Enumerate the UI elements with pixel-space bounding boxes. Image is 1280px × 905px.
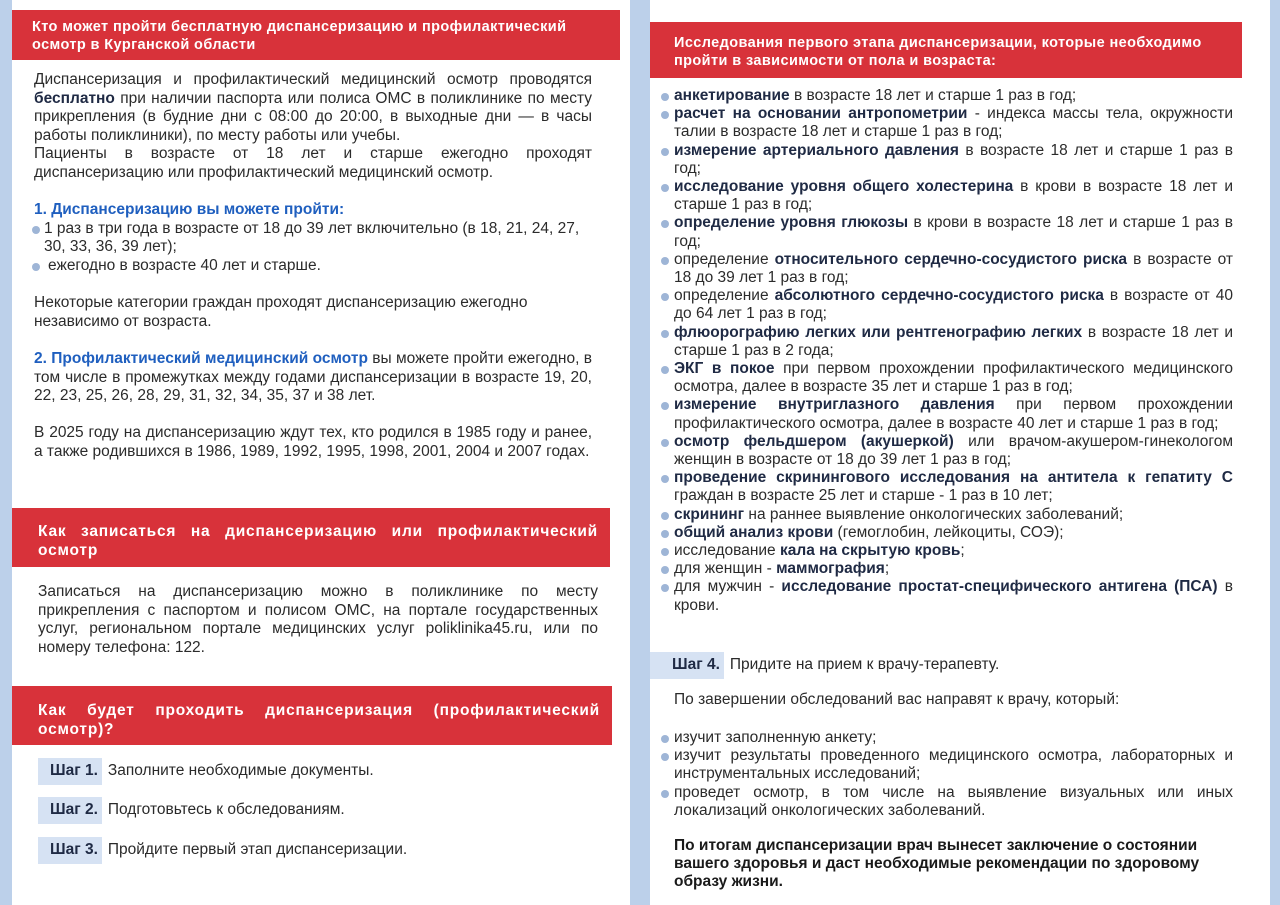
research-item xyxy=(660,142,1233,178)
research-item xyxy=(660,396,1233,432)
research-item-name: скрининг xyxy=(674,505,745,523)
list-item xyxy=(660,747,1233,783)
research-item xyxy=(660,578,1233,614)
section2-paragraph xyxy=(34,350,592,406)
research-list xyxy=(660,87,1233,615)
process-title-line1: Как будет проходить диспансеризация (профилактический xyxy=(38,702,600,719)
conclusion-text: По итогам диспансеризации врач вынесет заключение о состоянии вашего здоровья и даст необходимые рекомендации по здоровому образу жизни. xyxy=(674,837,1200,891)
step-1-label: Шаг 1. xyxy=(38,758,102,785)
research-item xyxy=(660,178,1233,214)
bullet-icon xyxy=(661,93,669,101)
research-item-name: кала на скрытую кровь xyxy=(779,542,961,560)
bullet-icon xyxy=(661,512,669,520)
research-item-name: измерение внутриглазного давления xyxy=(674,396,995,414)
list-item-text: 1 раз в три года в возрасте от 18 до 39 лет включительно (в 18, 21, 24, 27, 30, 33, 36, 39 лет); xyxy=(44,219,580,256)
research-item-detail: ; xyxy=(960,542,965,560)
list-item-text: ежегодно в возрасте 40 лет и старше. xyxy=(48,256,321,274)
research-item-detail: в крови в возрасте 18 лет и старше 1 раз в год; xyxy=(674,214,1233,250)
research-title-line2: пройти в зависимости от пола и возраста: xyxy=(674,53,997,69)
step-1-text: Заполните необходимые документы. xyxy=(107,762,374,779)
bullet-icon xyxy=(661,293,669,301)
intro-text-a: Диспансеризация и профилактический медицинский осмотр проводятся xyxy=(34,71,592,88)
signup-title-line1: Как записаться на диспансеризацию или профилактический xyxy=(38,523,598,540)
list-item xyxy=(34,257,592,276)
bullet-icon xyxy=(661,184,669,192)
research-item-detail: в возрасте 18 лет и старше 1 раз в год; xyxy=(789,87,1077,104)
research-item-detail: - индекса массы тела, окружности талии в возрасте 18 лет и старше 1 раз в год; xyxy=(674,105,1233,141)
research-item-name: осмотр фельдшером (акушеркой) xyxy=(674,432,954,450)
list-item-text: изучит заполненную анкету; xyxy=(674,729,877,746)
research-item-prefix: определение xyxy=(674,250,775,268)
bullet-icon xyxy=(661,548,669,556)
list-item xyxy=(34,220,592,257)
bullet-icon xyxy=(661,790,669,798)
research-item-name: анкетирование xyxy=(674,87,790,104)
research-item-detail: при первом прохождении профилактического медицинского осмотра, далее в возрасте 35 лет и старше 1 раз в год; xyxy=(674,360,1234,396)
age-paragraph: Пациенты в возрасте от 18 лет и старше ежегодно проходят диспансеризацию или профилактический медицинский осмотр. xyxy=(34,145,592,181)
research-item xyxy=(660,469,1233,505)
step-4-text: Придите на прием к врачу-терапевту. xyxy=(729,656,1000,673)
research-item xyxy=(660,214,1233,250)
bullet-icon xyxy=(661,584,669,592)
section2-heading: 2. Профилактический медицинский осмотр xyxy=(34,349,368,367)
research-item-prefix: исследование xyxy=(674,542,780,560)
intro-text-b: при наличии паспорта или полиса ОМС в поликлинике по месту прикрепления (в будние дни с 08:00 до 20:00, в выходные дни — в часы работы поликлиники), по месту работы или учебы. xyxy=(34,89,592,144)
research-item-name: исследование уровня общего холестерина xyxy=(674,178,1014,196)
list-item xyxy=(660,784,1233,820)
bullet-icon xyxy=(661,220,669,228)
research-item-detail: ; xyxy=(884,560,890,578)
research-item-name: абсолютного сердечно-сосудистого риска xyxy=(774,287,1104,305)
research-item xyxy=(660,87,1233,105)
bullet-icon xyxy=(661,111,669,119)
research-item xyxy=(660,560,1233,578)
who-can-body xyxy=(34,71,592,461)
who-can-header xyxy=(12,10,620,60)
research-item xyxy=(660,542,1233,560)
research-item xyxy=(660,251,1233,287)
process-header xyxy=(12,686,612,745)
step-3-text: Пройдите первый этап диспансеризации. xyxy=(107,841,408,858)
research-item-name: относительного сердечно-сосудистого риска xyxy=(774,250,1128,268)
research-title-line1: Исследования первого этапа диспансеризации, которые необходимо xyxy=(674,35,1202,51)
step-1 xyxy=(38,758,374,785)
intro-paragraph xyxy=(34,71,592,145)
research-item xyxy=(660,506,1233,524)
categories-paragraph: Некоторые категории граждан проходят диспансеризацию ежегодно независимо от возраста. xyxy=(34,294,528,330)
research-item-name: определение уровня глюкозы xyxy=(674,214,909,232)
research-item-detail: в крови в возрасте 18 лет и старше 1 раз в год; xyxy=(674,178,1233,214)
list-item-text: изучит результаты проведенного медицинского осмотра, лабораторных и инструментальных исследований; xyxy=(674,747,1233,783)
year-2025-paragraph: В 2025 году на диспансеризацию ждут тех, кто родился в 1985 году и ранее, а также родившихся в 1986, 1989, 1992, 1995, 1998, 2001, 2004 и 2007 годах. xyxy=(34,424,592,460)
bullet-icon xyxy=(32,226,40,234)
bullet-icon xyxy=(661,257,669,265)
research-item-name: общий анализ крови xyxy=(674,523,834,541)
step-2-text: Подготовьтесь к обследованиям. xyxy=(107,801,345,818)
signup-header xyxy=(12,508,610,567)
bullet-icon xyxy=(661,439,669,447)
doctor-list xyxy=(660,729,1233,820)
bullet-icon xyxy=(661,366,669,374)
step-4 xyxy=(650,652,999,679)
research-item-name: маммография xyxy=(776,560,885,578)
bullet-icon xyxy=(661,148,669,156)
research-item xyxy=(660,524,1233,542)
research-item-detail: граждан в возрасте 25 лет и старше - 1 раз в 10 лет; xyxy=(674,487,1053,505)
research-item xyxy=(660,287,1233,323)
research-item xyxy=(660,433,1233,469)
research-item xyxy=(660,105,1233,141)
research-item-prefix: для мужчин - xyxy=(674,578,782,596)
step-3 xyxy=(38,837,407,864)
research-item xyxy=(660,324,1233,360)
research-item-detail: или врачом-акушером-гинекологом женщин в возрасте от 18 до 39 лет 1 раз в год; xyxy=(674,432,1233,469)
research-item-name: расчет на основании антропометрии xyxy=(674,105,968,123)
process-title-line2: осмотр)? xyxy=(38,721,115,738)
research-item-detail: в возрасте от 40 до 64 лет 1 раз в год; xyxy=(674,287,1234,323)
step-4-label: Шаг 4. xyxy=(650,652,724,679)
step-2 xyxy=(38,797,345,824)
research-header xyxy=(650,22,1242,78)
who-can-title-line2: осмотр в Курганской области xyxy=(32,37,256,53)
right-panel xyxy=(650,0,1270,905)
research-item-detail: в возрасте 18 лет и старше 1 раз в год; xyxy=(674,141,1233,177)
research-item-name: ЭКГ в покое xyxy=(674,360,775,378)
after-exams-text: По завершении обследований вас направят к врачу, который: xyxy=(674,691,1120,708)
bullet-icon xyxy=(661,735,669,743)
research-item-name: измерение артериального давления xyxy=(674,141,959,159)
research-item xyxy=(660,360,1233,396)
research-item-detail: в возрасте 18 лет и старше 1 раз в 2 года; xyxy=(674,323,1233,359)
step-2-label: Шаг 2. xyxy=(38,797,102,824)
bullet-icon xyxy=(661,330,669,338)
research-item-detail: на раннее выявление онкологических заболеваний; xyxy=(744,505,1124,523)
intro-text-bold: бесплатно xyxy=(34,89,115,107)
left-panel xyxy=(12,0,630,905)
who-can-title-line1: Кто может пройти бесплатную диспансеризацию и профилактический xyxy=(32,19,567,35)
bullet-icon xyxy=(661,475,669,483)
bullet-icon xyxy=(661,753,669,761)
research-item-name: флюорографию легких или рентгенографию легких xyxy=(674,323,1083,341)
bullet-icon xyxy=(661,402,669,410)
research-item-detail: в крови. xyxy=(674,578,1233,614)
section1-heading: 1. Диспансеризацию вы можете пройти: xyxy=(34,201,345,219)
research-item-prefix: определение xyxy=(674,287,775,305)
bullet-icon xyxy=(32,263,40,271)
research-item-detail: при первом прохождении профилактического осмотра, далее в возрасте 40 лет и старше 1 раз в год; xyxy=(674,396,1233,432)
signup-title-line2: осмотр xyxy=(38,542,99,559)
bullet-icon xyxy=(661,566,669,574)
bullet-icon xyxy=(661,530,669,538)
research-item-prefix: для женщин - xyxy=(674,560,777,578)
research-item-detail: в возрасте от 18 до 39 лет 1 раз в год; xyxy=(674,250,1234,287)
list-item xyxy=(660,729,1233,747)
research-item-name: проведение скринингового исследования на антитела к гепатиту С xyxy=(674,469,1233,487)
section2-text: вы можете пройти ежегодно, в том числе в промежутках между годами диспансеризации в возрасте 19, 20, 22, 23, 25, 26, 28, 29, 31, 32, 34, 35, 37 и 38 лет. xyxy=(34,349,592,405)
step-3-label: Шаг 3. xyxy=(38,837,102,864)
research-item-name: исследование простат-специфического антигена (ПСА) xyxy=(781,578,1218,596)
signup-text: Записаться на диспансеризацию можно в поликлинике по месту прикрепления с паспортом и полисом ОМС, на портале государственных услуг, региональном портале медицинских услуг poliklinika45.ru, или по номеру телефона: 122. xyxy=(38,583,598,656)
list-item-text: проведет осмотр, в том числе на выявление визуальных или иных локализаций онкологических заболеваний. xyxy=(674,783,1233,819)
research-item-detail: (гемоглобин, лейкоциты, СОЭ); xyxy=(833,523,1064,541)
